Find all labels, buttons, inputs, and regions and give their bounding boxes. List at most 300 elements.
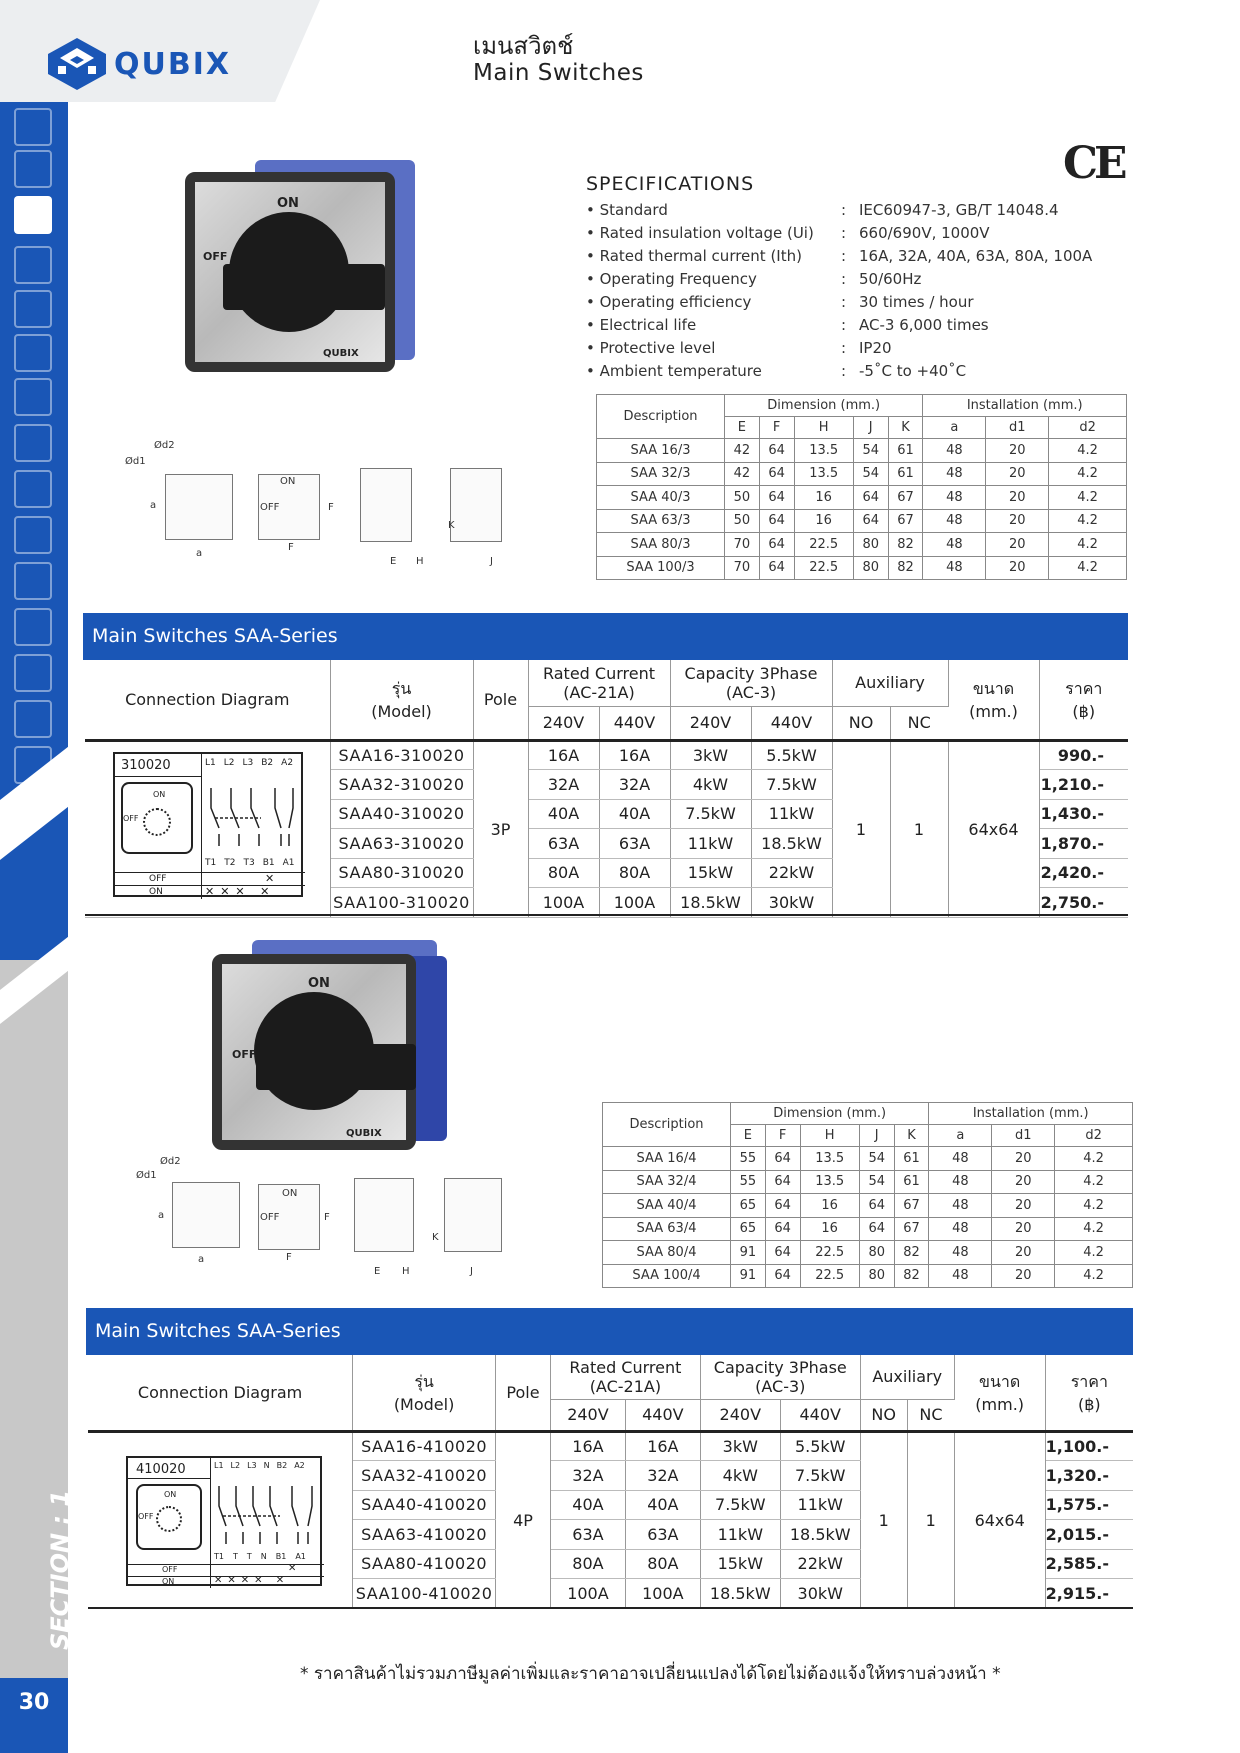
photo-on-label: ON	[308, 976, 330, 991]
rated-240v-cell: 32A	[550, 1461, 625, 1491]
capacity-240v-cell: 7.5kW	[670, 799, 751, 829]
table-header: Installation (mm.)	[923, 395, 1127, 417]
col-header-capacity: Capacity 3Phase (AC-3)	[670, 660, 832, 706]
dimension-cell: 48	[923, 486, 986, 510]
rated-440v-cell: 100A	[625, 1579, 700, 1609]
price-cell: 1,210.-	[1039, 770, 1128, 800]
table-row	[603, 1147, 1133, 1171]
dimension-cell: 91	[731, 1241, 766, 1265]
spec-row: • Ambient temperature : -5˚C to +40˚C	[586, 362, 967, 380]
capacity-440v-cell: 30kW	[780, 1579, 860, 1609]
row-description: SAA 40/4	[603, 1194, 731, 1218]
table-row	[603, 1264, 1133, 1288]
col-header-240v: 240V	[528, 706, 599, 740]
dimension-cell: 48	[923, 509, 986, 533]
pole-cell: 4P	[496, 1431, 551, 1608]
dim-label: J	[470, 1266, 473, 1277]
dimension-cell: 4.2	[1049, 556, 1127, 580]
dimension-cell: 80	[853, 533, 888, 557]
row-description: SAA 40/3	[597, 486, 725, 510]
dimension-cell: 4.2	[1055, 1147, 1133, 1171]
table-header: F	[759, 417, 794, 439]
table-row	[603, 1170, 1133, 1194]
capacity-240v-cell: 11kW	[670, 829, 751, 859]
dimension-cell: 64	[759, 509, 794, 533]
capacity-440v-cell: 7.5kW	[780, 1461, 860, 1491]
model-cell: SAA32-310020	[330, 770, 473, 800]
dimension-cell: 20	[992, 1194, 1055, 1218]
dimension-cell: 82	[888, 556, 923, 580]
model-cell: SAA40-310020	[330, 799, 473, 829]
dimension-cell: 64	[765, 1241, 800, 1265]
rated-240v-cell: 40A	[550, 1490, 625, 1520]
diagram-off-row: OFF	[162, 1565, 178, 1574]
dim-label: J	[490, 556, 493, 567]
capacity-440v-cell: 11kW	[751, 799, 832, 829]
category-icon[interactable]	[14, 378, 52, 416]
dimension-cell: 61	[888, 462, 923, 486]
col-header-440v: 440V	[780, 1399, 860, 1431]
dimension-cell: 22.5	[800, 1241, 859, 1265]
dimension-cell: 64	[765, 1170, 800, 1194]
photo-on-label: ON	[277, 196, 299, 211]
dimension-cell: 48	[929, 1217, 992, 1241]
rated-240v-cell: 63A	[528, 829, 599, 859]
price-cell: 1,870.-	[1039, 829, 1128, 859]
dimension-table-4p	[602, 1102, 1133, 1288]
dimension-cell: 4.2	[1055, 1170, 1133, 1194]
col-header-440v: 440V	[625, 1399, 700, 1431]
dimension-cell: 48	[923, 533, 986, 557]
table-header: J	[859, 1125, 894, 1147]
table-header: J	[853, 417, 888, 439]
capacity-440v-cell: 11kW	[780, 1490, 860, 1520]
price-cell: 2,750.-	[1039, 888, 1128, 918]
dimension-cell: 64	[859, 1217, 894, 1241]
category-icon-active[interactable]	[14, 196, 52, 234]
dimension-cell: 64	[759, 486, 794, 510]
price-cell: 2,015.-	[1045, 1520, 1133, 1550]
category-icon[interactable]	[14, 654, 52, 692]
capacity-240v-cell: 4kW	[670, 770, 751, 800]
connection-diagram-4p: 410020 ON OFF L1 L2 L3 N B2 A2 T1 T T N B1 A1 OFF ON ✕ ✕✕✕✕ ✕	[126, 1456, 322, 1586]
dim-label: Ød2	[160, 1156, 181, 1167]
dim-label: Ød2	[154, 440, 175, 451]
dimension-cell: 64	[765, 1264, 800, 1288]
col-header-diagram: Connection Diagram	[85, 660, 330, 740]
rated-440v-cell: 32A	[599, 770, 670, 800]
dimension-cell: 4.2	[1049, 462, 1127, 486]
dimension-cell: 55	[731, 1170, 766, 1194]
category-icon[interactable]	[14, 424, 52, 462]
table-header: H	[800, 1125, 859, 1147]
diagram-top-terminals: L1 L2 L3 B2 A2	[205, 758, 294, 768]
model-cell: SAA16-410020	[353, 1431, 496, 1461]
diagram-bottom-terminals: T1 T2 T3 B1 A1	[205, 858, 295, 868]
dimension-cell: 61	[888, 439, 923, 463]
dimension-cell: 42	[725, 462, 760, 486]
table-header: Dimension (mm.)	[731, 1103, 929, 1125]
dim-label: a	[196, 548, 203, 559]
ce-mark: CE	[1063, 138, 1124, 189]
dimension-cell: 48	[929, 1241, 992, 1265]
table-header: d1	[986, 417, 1049, 439]
capacity-240v-cell: 15kW	[700, 1549, 780, 1579]
row-description: SAA 16/4	[603, 1147, 731, 1171]
category-icon[interactable]	[14, 334, 52, 372]
row-description: SAA 100/4	[603, 1264, 731, 1288]
dimension-cell: 67	[888, 486, 923, 510]
dimension-cell: 4.2	[1055, 1241, 1133, 1265]
capacity-440v-cell: 7.5kW	[751, 770, 832, 800]
qubix-logo	[46, 36, 231, 92]
photo-brand-label: QUBIX	[323, 348, 359, 359]
dimension-cell: 54	[859, 1147, 894, 1171]
rated-240v-cell: 80A	[550, 1549, 625, 1579]
table-header: a	[923, 417, 986, 439]
photo-off-label: OFF	[203, 250, 228, 263]
category-icon[interactable]	[14, 290, 52, 328]
technical-drawing-4p	[134, 1152, 544, 1282]
aux-no-cell: 1	[860, 1431, 907, 1608]
dimension-cell: 20	[986, 509, 1049, 533]
category-icon[interactable]	[14, 470, 52, 508]
dimension-cell: 20	[992, 1147, 1055, 1171]
table-row	[597, 556, 1127, 580]
capacity-240v-cell: 3kW	[670, 740, 751, 770]
dim-label: F	[324, 1212, 330, 1223]
dimension-cell: 42	[725, 439, 760, 463]
dimension-cell: 61	[894, 1147, 929, 1171]
row-description: SAA 80/3	[597, 533, 725, 557]
page-title-thai: เมนสวิตช์	[473, 32, 574, 60]
dimension-cell: 4.2	[1055, 1264, 1133, 1288]
dimension-cell: 16	[800, 1217, 859, 1241]
rated-240v-cell: 16A	[528, 740, 599, 770]
category-icon[interactable]	[14, 150, 52, 188]
dimension-cell: 64	[765, 1194, 800, 1218]
price-cell: 990.-	[1039, 740, 1128, 770]
dimension-cell: 64	[759, 556, 794, 580]
dimension-cell: 64	[759, 533, 794, 557]
price-cell: 1,430.-	[1039, 799, 1128, 829]
capacity-240v-cell: 11kW	[700, 1520, 780, 1550]
col-header-price: ราคา (฿)	[1045, 1355, 1133, 1431]
dim-label: H	[416, 556, 424, 567]
row-description: SAA 63/4	[603, 1217, 731, 1241]
dimension-cell: 70	[725, 556, 760, 580]
col-header-240v: 240V	[700, 1399, 780, 1431]
dimension-cell: 20	[992, 1264, 1055, 1288]
pole-cell: 3P	[473, 740, 528, 917]
dim-label: OFF	[260, 502, 280, 513]
rated-240v-cell: 63A	[550, 1520, 625, 1550]
dimension-cell: 80	[859, 1264, 894, 1288]
col-header-nc: NC	[907, 1399, 954, 1431]
model-cell: SAA100-310020	[330, 888, 473, 918]
col-header-capacity: Capacity 3Phase (AC-3)	[700, 1355, 860, 1399]
brand-wordmark: QUBIX	[114, 46, 232, 82]
dimension-cell: 64	[759, 439, 794, 463]
dim-label: E	[374, 1266, 381, 1277]
spec-row: • Operating Frequency : 50/60Hz	[586, 270, 922, 288]
dimension-cell: 80	[853, 556, 888, 580]
dimension-cell: 4.2	[1049, 439, 1127, 463]
price-cell: 2,585.-	[1045, 1549, 1133, 1579]
category-icon[interactable]	[14, 608, 52, 646]
col-header-no: NO	[832, 706, 890, 740]
dimension-cell: 20	[992, 1241, 1055, 1265]
photo-off-label: OFF	[232, 1048, 257, 1061]
qubix-cube-icon	[46, 36, 108, 92]
table-header: K	[888, 417, 923, 439]
row-description: SAA 100/3	[597, 556, 725, 580]
col-header-nc: NC	[890, 706, 948, 740]
page-number: 30	[0, 1678, 68, 1753]
dimension-cell: 4.2	[1049, 486, 1127, 510]
dimension-cell: 48	[923, 439, 986, 463]
diagram-on: ON	[153, 790, 166, 799]
rated-440v-cell: 40A	[625, 1490, 700, 1520]
spec-row: • Rated thermal current (Ith) : 16A, 32A, 40A, 63A, 80A, 100A	[586, 247, 1093, 265]
dimension-cell: 16	[794, 509, 853, 533]
col-header-240v: 240V	[670, 706, 751, 740]
dimension-cell: 65	[731, 1194, 766, 1218]
spec-row: • Protective level : IP20	[586, 339, 892, 357]
table-row	[597, 509, 1127, 533]
dimension-cell: 20	[986, 486, 1049, 510]
spec-row: • Standard : IEC60947-3, GB/T 14048.4	[586, 201, 1059, 219]
dimension-cell: 65	[731, 1217, 766, 1241]
specifications-title: SPECIFICATIONS	[586, 173, 755, 195]
table-row	[603, 1194, 1133, 1218]
dimension-cell: 48	[929, 1264, 992, 1288]
row-description: SAA 32/3	[597, 462, 725, 486]
dimension-cell: 4.2	[1055, 1194, 1133, 1218]
table-bottom-rule	[88, 1607, 1133, 1609]
price-cell: 1,575.-	[1045, 1490, 1133, 1520]
model-cell: SAA80-310020	[330, 858, 473, 888]
rated-440v-cell: 16A	[599, 740, 670, 770]
model-cell: SAA16-310020	[330, 740, 473, 770]
spec-row: • Rated insulation voltage (Ui) : 660/690V, 1000V	[586, 224, 990, 242]
dimension-cell: 64	[765, 1217, 800, 1241]
dimension-cell: 61	[894, 1170, 929, 1194]
price-footnote: * ราคาสินค้าไม่รวมภาษีมูลค่าเพิ่มและราคาอาจเปลี่ยนแปลงได้โดยไม่ต้องแจ้งให้ทราบล่วงหน้า *	[300, 1664, 1001, 1684]
col-header-440v: 440V	[751, 706, 832, 740]
col-header-pole: Pole	[496, 1355, 551, 1431]
dimension-cell: 64	[859, 1194, 894, 1218]
dimension-cell: 48	[929, 1170, 992, 1194]
dimension-cell: 67	[894, 1217, 929, 1241]
product-photo-4p	[212, 940, 447, 1150]
category-icon[interactable]	[14, 108, 52, 146]
aux-nc-cell: 1	[907, 1431, 954, 1608]
switch-contacts-icon	[205, 784, 301, 848]
col-header-size: ขนาด (mm.)	[948, 660, 1039, 740]
dimension-cell: 13.5	[794, 462, 853, 486]
connection-diagram-3p: 310020 ON OFF L1 L2 L3 B2 A2 T1 T2 T3 B1 A1 OFF ON ✕ ✕✕✕ ✕	[113, 752, 303, 897]
dimension-table-3p	[596, 394, 1127, 580]
aux-no-cell: 1	[832, 740, 890, 917]
col-header-auxiliary: Auxiliary	[860, 1355, 954, 1399]
dim-label: E	[390, 556, 397, 567]
dimension-cell: 20	[986, 439, 1049, 463]
dimension-cell: 13.5	[800, 1147, 859, 1171]
category-icon[interactable]	[14, 746, 52, 784]
diagram-on-row: ON	[149, 887, 163, 897]
diagram-on-row: ON	[162, 1577, 175, 1586]
table-row	[597, 486, 1127, 510]
dimension-cell: 48	[929, 1194, 992, 1218]
table-header: E	[731, 1125, 766, 1147]
model-cell: SAA63-310020	[330, 829, 473, 859]
capacity-440v-cell: 30kW	[751, 888, 832, 918]
table-header: d2	[1049, 417, 1127, 439]
capacity-440v-cell: 5.5kW	[780, 1431, 860, 1461]
diagram-top-terminals: L1 L2 L3 N B2 A2	[214, 1461, 305, 1470]
dim-label: OFF	[260, 1212, 280, 1223]
dimension-cell: 48	[929, 1147, 992, 1171]
table-header: Dimension (mm.)	[725, 395, 923, 417]
technical-drawing-3p	[120, 438, 530, 578]
table-header: K	[894, 1125, 929, 1147]
diagram-off: OFF	[138, 1512, 154, 1521]
price-cell: 2,915.-	[1045, 1579, 1133, 1609]
rated-240v-cell: 100A	[550, 1579, 625, 1609]
dimension-cell: 64	[853, 486, 888, 510]
capacity-240v-cell: 15kW	[670, 858, 751, 888]
spec-row: • Operating efficiency : 30 times / hour	[586, 293, 974, 311]
dim-label: a	[150, 500, 157, 511]
row-description: SAA 80/4	[603, 1241, 731, 1265]
rated-440v-cell: 100A	[599, 888, 670, 918]
dimension-cell: 54	[853, 462, 888, 486]
dimension-cell: 4.2	[1049, 509, 1127, 533]
series-band-3p: Main Switches SAA-Series	[83, 613, 1128, 660]
dimension-cell: 54	[859, 1170, 894, 1194]
model-cell: SAA63-410020	[353, 1520, 496, 1550]
table-row	[603, 1217, 1133, 1241]
table-header: a	[929, 1125, 992, 1147]
capacity-240v-cell: 3kW	[700, 1431, 780, 1461]
capacity-240v-cell: 18.5kW	[700, 1579, 780, 1609]
table-row	[597, 439, 1127, 463]
dim-label: K	[432, 1232, 439, 1243]
dimension-cell: 80	[859, 1241, 894, 1265]
rated-440v-cell: 80A	[625, 1549, 700, 1579]
table-header: E	[725, 417, 760, 439]
dimension-cell: 82	[894, 1241, 929, 1265]
dimension-cell: 16	[800, 1194, 859, 1218]
dimension-cell: 20	[986, 462, 1049, 486]
series-band-4p: Main Switches SAA-Series	[86, 1308, 1133, 1355]
category-icon[interactable]	[14, 562, 52, 600]
dim-label: ON	[282, 1188, 298, 1199]
col-header-price: ราคา (฿)	[1039, 660, 1128, 740]
rated-240v-cell: 80A	[528, 858, 599, 888]
dimension-cell: 91	[731, 1264, 766, 1288]
dimension-cell: 50	[725, 509, 760, 533]
rated-440v-cell: 63A	[625, 1520, 700, 1550]
category-icon[interactable]	[14, 516, 52, 554]
dim-label: F	[286, 1252, 292, 1263]
capacity-440v-cell: 5.5kW	[751, 740, 832, 770]
dim-label: ON	[280, 476, 296, 487]
dimension-cell: 64	[759, 462, 794, 486]
row-description: SAA 63/3	[597, 509, 725, 533]
dim-label: K	[448, 520, 455, 531]
table-row	[597, 533, 1127, 557]
table-header: Description	[603, 1103, 731, 1147]
table-header: H	[794, 417, 853, 439]
table-bottom-rule	[85, 914, 1128, 916]
aux-nc-cell: 1	[890, 740, 948, 917]
dimension-cell: 22.5	[794, 533, 853, 557]
rated-240v-cell: 32A	[528, 770, 599, 800]
capacity-440v-cell: 18.5kW	[751, 829, 832, 859]
col-header-model: รุ่น (Model)	[330, 660, 473, 740]
price-cell: 1,100.-	[1045, 1431, 1133, 1461]
dimension-cell: 4.2	[1055, 1217, 1133, 1241]
dimension-cell: 13.5	[800, 1170, 859, 1194]
category-icon[interactable]	[14, 700, 52, 738]
dim-label: a	[198, 1254, 205, 1265]
model-cell: SAA100-410020	[353, 1579, 496, 1609]
dimension-cell: 48	[923, 556, 986, 580]
capacity-440v-cell: 18.5kW	[780, 1520, 860, 1550]
dim-label: a	[158, 1210, 165, 1221]
model-cell: SAA40-410020	[353, 1490, 496, 1520]
row-description: SAA 16/3	[597, 439, 725, 463]
dim-label: F	[288, 542, 294, 553]
rated-440v-cell: 16A	[625, 1431, 700, 1461]
dimension-cell: 67	[894, 1194, 929, 1218]
capacity-240v-cell: 18.5kW	[670, 888, 751, 918]
col-header-size: ขนาด (mm.)	[954, 1355, 1045, 1431]
col-header-rated: Rated Current (AC-21A)	[550, 1355, 700, 1399]
category-icon[interactable]	[14, 246, 52, 284]
rated-240v-cell: 40A	[528, 799, 599, 829]
capacity-440v-cell: 22kW	[751, 858, 832, 888]
col-header-model: รุ่น (Model)	[353, 1355, 496, 1431]
dimension-cell: 82	[888, 533, 923, 557]
dimension-cell: 55	[731, 1147, 766, 1171]
model-cell: SAA80-410020	[353, 1549, 496, 1579]
size-cell: 64x64	[954, 1431, 1045, 1608]
rated-440v-cell: 63A	[599, 829, 670, 859]
rated-440v-cell: 32A	[625, 1461, 700, 1491]
dimension-cell: 22.5	[800, 1264, 859, 1288]
rated-240v-cell: 100A	[528, 888, 599, 918]
diagram-code: 410020	[136, 1462, 186, 1477]
price-cell: 1,320.-	[1045, 1461, 1133, 1491]
col-header-auxiliary: Auxiliary	[832, 660, 948, 706]
model-cell: SAA32-410020	[353, 1461, 496, 1491]
table-row	[603, 1241, 1133, 1265]
col-header-diagram: Connection Diagram	[88, 1355, 353, 1431]
dimension-cell: 13.5	[794, 439, 853, 463]
table-header: d2	[1055, 1125, 1133, 1147]
diagram-code: 310020	[121, 758, 171, 773]
diagram-off: OFF	[123, 814, 139, 823]
dimension-cell: 20	[992, 1217, 1055, 1241]
rated-240v-cell: 16A	[550, 1431, 625, 1461]
dimension-cell: 50	[725, 486, 760, 510]
dimension-cell: 16	[794, 486, 853, 510]
dim-label: F	[328, 502, 334, 513]
size-cell: 64x64	[948, 740, 1039, 917]
